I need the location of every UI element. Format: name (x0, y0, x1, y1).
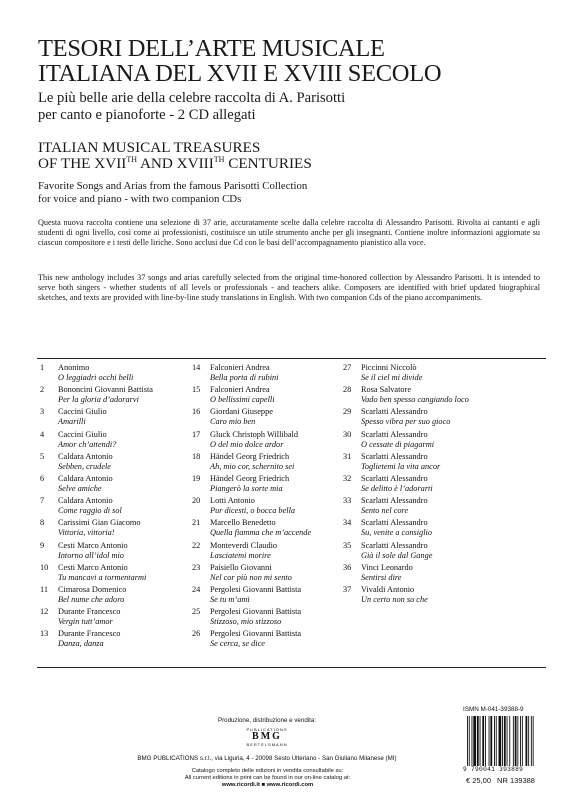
song-list-column-3 (343, 363, 503, 607)
song-number: 18 (192, 451, 201, 461)
song-number: 35 (343, 540, 352, 550)
composer-name: Vivaldi Antonio (361, 584, 415, 594)
song-number: 15 (192, 385, 201, 395)
list-item (40, 430, 200, 452)
composer-name: Caccini Giulio (58, 429, 107, 439)
song-number: 25 (192, 607, 201, 617)
catalog-note (130, 768, 405, 782)
logo-top-text: PUBLICATIONS (246, 727, 288, 732)
composer-name: Monteverdi Claudio (210, 540, 278, 550)
song-number: 1 (40, 363, 45, 372)
song-title: Caro mio ben (210, 417, 256, 427)
composer-name: Händel Georg Friedrich (210, 451, 290, 461)
publisher-address: BMG PUBLICATIONS s.r.l., via Liguria, 4 - 20098 Sesto Ulteriano - San Giuliano Milanese (MI) (137, 755, 397, 762)
english-title-prefix: OF THE XVII (38, 155, 127, 172)
song-title: Quella fiamma che m’accende (210, 528, 312, 538)
list-item (343, 385, 503, 407)
english-description: This new anthology includes 37 songs and arias carefully selected from the original time-honored collection by Alessandro Parisotti. It is intended to serve both singers - whether students of all levels or professionals - and teachers alike. Composers are identified with brief updated biographical sketches, and texts are provided with line-by-line study translations in English. With two companion Cds of the piano accompaniments. (38, 273, 540, 303)
composer-name: Pergolesi Giovanni Battista (210, 607, 302, 617)
list-item (192, 518, 352, 540)
list-item (343, 363, 503, 385)
list-item (40, 363, 200, 385)
list-item (192, 385, 352, 407)
price: € 25,00 (466, 776, 492, 785)
song-list-column-1 (40, 363, 200, 651)
song-title: Se il ciel mi divide (361, 373, 423, 382)
song-title: Sento nel core (361, 506, 409, 516)
song-title: O cessate di piagarmi (361, 439, 435, 449)
song-number: 11 (40, 584, 48, 594)
composer-name: Scarlatti Alessandro (361, 518, 428, 528)
song-title: Per la gloria d’adorarvi (58, 395, 139, 405)
song-number: 10 (40, 562, 49, 572)
list-item (40, 496, 200, 518)
composer-name: Cimarosa Domenico (58, 584, 127, 594)
song-title: Intorno all’idol mio (58, 550, 124, 560)
song-number: 19 (192, 473, 201, 483)
list-item (40, 629, 200, 651)
composer-name: Scarlatti Alessandro (361, 540, 428, 550)
composer-name: Caldara Antonio (58, 473, 113, 483)
production-note: Produzione, distribuzione e vendita: (217, 717, 317, 724)
song-title: Se cerca, se dice (210, 639, 265, 649)
song-title: Vado ben spesso cangiando loco (361, 395, 469, 405)
song-number: 9 (40, 540, 45, 550)
list-item (192, 474, 352, 496)
italian-description: Questa nuova raccolta contiene una selezione di 37 arie, accuratamente scelte dalla celebre raccolta di Alessandro Parisotti. Rivolta ai cantanti e agli studenti di ogni livello, così come ai professionisti, costituisce un utile strumento anche per gli insegnanti. Contiene inoltre informazioni aggiornate su ciascun compositore e i testi delle liriche. Sono acclusi due Cd con le basi dell’accompagnamento pianistico alla voce. (38, 218, 540, 248)
list-item (192, 430, 352, 452)
list-item (343, 585, 503, 607)
song-number: 23 (192, 562, 201, 572)
website-links: www.ricordi.it ■ www.ricordi.com (221, 782, 314, 788)
list-item (40, 518, 200, 540)
song-title: Sentirsi dire (361, 572, 402, 582)
list-item (343, 541, 503, 563)
song-title: Amarilli (58, 417, 86, 427)
song-number: 2 (40, 385, 45, 395)
song-title: Tu mancavi a tormentarmi (58, 572, 147, 582)
list-item (192, 563, 352, 585)
list-item (343, 452, 503, 474)
main-title-line1: TESORI DELL’ARTE MUSICALE (38, 35, 385, 62)
song-number: 26 (192, 629, 201, 639)
song-number: 4 (40, 429, 45, 439)
song-title: Un certo non so che (361, 594, 428, 604)
song-title: Se tu m’ami (210, 594, 250, 604)
main-title-line2: ITALIANA DEL XVII E XVIII SECOLO (38, 60, 442, 87)
song-title: Già il sole dal Gange (361, 550, 433, 560)
composer-name: Vinci Leonardo (361, 562, 413, 572)
song-number: 27 (343, 363, 352, 372)
composer-name: Anonimo (58, 363, 90, 372)
english-subtitle (38, 180, 558, 205)
list-item (40, 563, 200, 585)
english-subtitle-line2: for voice and piano - with two companion CDs (38, 192, 242, 205)
composer-name: Durante Francesco (58, 629, 121, 639)
list-item (343, 430, 503, 452)
composer-name: Gluck Christoph Willibald (210, 429, 299, 439)
bmg-logo (238, 727, 296, 751)
list-item (343, 496, 503, 518)
song-number: 5 (40, 451, 45, 461)
song-list-column-2 (192, 363, 352, 651)
song-number: 36 (343, 562, 352, 572)
superscript-th-2: TH (213, 155, 225, 164)
superscript-th-1: TH (126, 155, 137, 164)
composer-name: Durante Francesco (58, 607, 121, 617)
catalog-note-it: Catalogo completo delle edizioni in vendita consultabile su: (191, 768, 344, 774)
logo-bottom-text: BERTELSMANN (246, 742, 288, 747)
song-number: 13 (40, 629, 49, 639)
ismn-code: ISMN M-041-39388-9 (463, 706, 524, 713)
song-title: Bella porta di rubini (210, 373, 279, 382)
song-number: 34 (343, 518, 352, 528)
song-title: Toglietemi la vita ancor (361, 461, 441, 471)
song-title: Danza, danza (58, 639, 104, 649)
song-title: Pur dicesti, o bocca bella (210, 506, 296, 516)
list-item (343, 407, 503, 429)
song-number: 17 (192, 429, 201, 439)
composer-name: Falconieri Andrea (210, 385, 270, 395)
song-number: 37 (343, 584, 352, 594)
song-title: Bel nume che adoro (58, 594, 125, 604)
list-item (192, 363, 352, 385)
song-number: 8 (40, 518, 45, 528)
price-line (466, 776, 556, 785)
song-number: 21 (192, 518, 201, 528)
composer-name: Giordani Giuseppe (210, 407, 273, 417)
italian-subtitle (38, 90, 558, 124)
song-number: 32 (343, 473, 352, 483)
composer-name: Bononcini Giovanni Battista (58, 385, 153, 395)
composer-name: Scarlatti Alessandro (361, 496, 428, 506)
italian-subtitle-line1: Le più belle arie della celebre raccolta di A. Parisotti (38, 90, 346, 106)
song-title: Vittoria, vittoria! (58, 528, 115, 538)
composer-name: Caldara Antonio (58, 496, 113, 506)
list-item (192, 541, 352, 563)
barcode-digits: 9 790041 393889 (463, 766, 524, 773)
product-code: NR 139388 (497, 776, 535, 785)
composer-name: Scarlatti Alessandro (361, 429, 428, 439)
list-item (343, 563, 503, 585)
list-item (192, 452, 352, 474)
song-title: Selve amiche (58, 483, 102, 493)
list-item (192, 496, 352, 518)
song-number: 22 (192, 540, 201, 550)
composer-name: Paisiello Giovanni (210, 562, 272, 572)
song-title: Sebben, crudele (58, 461, 111, 471)
song-title: O bellissimi capelli (210, 395, 275, 405)
list-item (40, 407, 200, 429)
composer-name: Falconieri Andrea (210, 363, 270, 372)
list-item (40, 585, 200, 607)
composer-name: Scarlatti Alessandro (361, 407, 428, 417)
song-list (37, 358, 546, 668)
song-title: Piangerò la sorte mia (210, 483, 283, 493)
song-number: 29 (343, 407, 352, 417)
song-number: 28 (343, 385, 352, 395)
composer-name: Pergolesi Giovanni Battista (210, 629, 302, 639)
song-number: 14 (192, 363, 201, 372)
english-title-middle: AND XVIII (136, 155, 214, 172)
song-title: Amor ch’attendi? (58, 439, 117, 449)
song-number: 33 (343, 496, 352, 506)
song-title: Lasciatemi morire (210, 550, 271, 560)
list-item (40, 607, 200, 629)
song-number: 20 (192, 496, 201, 506)
list-item (343, 474, 503, 496)
song-number: 16 (192, 407, 201, 417)
composer-name: Händel Georg Friedrich (210, 473, 290, 483)
list-item (343, 518, 503, 540)
song-number: 6 (40, 473, 45, 483)
song-title: Se delitto è l’adorarti (361, 483, 433, 493)
song-title: O leggiadri occhi belli (58, 373, 134, 382)
composer-name: Piccinni Niccolò (361, 363, 417, 372)
list-item (40, 452, 200, 474)
english-subtitle-line1: Favorite Songs and Arias from the famous Parisotti Collection (38, 180, 308, 192)
song-title: Nel cor più non mi sento (210, 572, 292, 582)
composer-name: Carissimi Gian Giacomo (58, 518, 141, 528)
main-title (38, 36, 558, 86)
barcode-icon (465, 716, 551, 766)
composer-name: Cesti Marco Antonio (58, 540, 128, 550)
composer-name: Caccini Giulio (58, 407, 107, 417)
composer-name: Rosa Salvatore (361, 385, 412, 395)
list-item (192, 629, 352, 651)
list-item (192, 607, 352, 629)
composer-name: Cesti Marco Antonio (58, 562, 128, 572)
composer-name: Lotti Antonio (210, 496, 255, 506)
composer-name: Caldara Antonio (58, 451, 113, 461)
composer-name: Scarlatti Alessandro (361, 473, 428, 483)
english-title-line2 (38, 156, 558, 172)
song-title: Stizzoso, mio stizzoso (210, 617, 282, 627)
song-title: O del mio dolce ardor (210, 439, 284, 449)
list-item (40, 541, 200, 563)
song-title: Su, venite a consiglio (361, 528, 432, 538)
song-title: Ah, mio cor, schernito sei (210, 461, 295, 471)
song-number: 31 (343, 451, 352, 461)
composer-name: Marcello Benedetto (210, 518, 276, 528)
song-number: 12 (40, 607, 49, 617)
composer-name: Pergolesi Giovanni Battista (210, 584, 302, 594)
list-item (192, 407, 352, 429)
song-number: 24 (192, 584, 201, 594)
list-item (40, 385, 200, 407)
song-title: Vergin tutt’amor (58, 617, 113, 627)
composer-name: Scarlatti Alessandro (361, 451, 428, 461)
list-item (192, 585, 352, 607)
song-title: Spesso vibra per suo gioco (361, 417, 451, 427)
italian-subtitle-line2: per canto e pianoforte - 2 CD allegati (38, 107, 256, 123)
song-title: Come raggio di sol (58, 506, 122, 516)
song-number: 30 (343, 429, 352, 439)
logo-main-text: BMG (252, 731, 282, 742)
english-title-suffix: CENTURIES (224, 155, 312, 172)
list-item (40, 474, 200, 496)
song-number: 7 (40, 496, 45, 506)
english-title (38, 140, 558, 172)
song-number: 3 (40, 407, 45, 417)
english-title-line1: ITALIAN MUSICAL TREASURES (38, 139, 261, 156)
catalog-note-en: All current editions in print can be found in our on-line catalog at: (184, 775, 351, 781)
